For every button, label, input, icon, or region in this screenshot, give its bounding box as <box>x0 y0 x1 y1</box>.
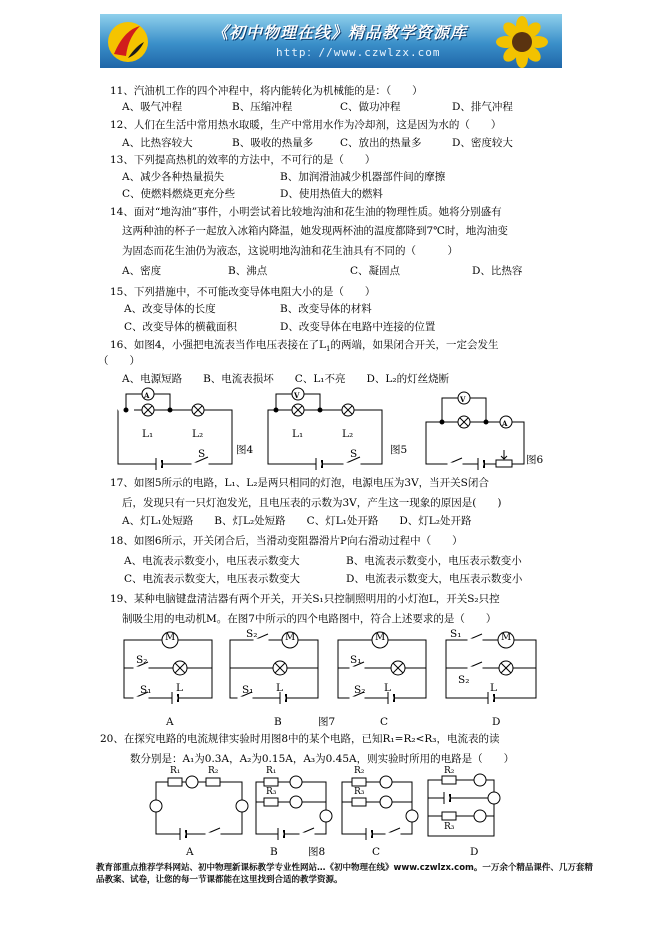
figure-7-circuits <box>118 628 558 712</box>
q14-line1: 14、面对“地沟油”事件，小明尝试着比较地沟油和花生油的物理性质。她将分别盛有 <box>110 206 502 218</box>
fig5-switch-label: S <box>350 448 358 460</box>
fig4-ammeter-label: A <box>144 391 150 400</box>
fig4-l2-label: L₂ <box>192 428 204 440</box>
page-footer: 教育部重点推荐学科网站、初中物理新课标教学专业性网站…《初中物理在线》www.czwlzx.com。一万余个精品课件、几万套精品教案、试卷，让您的每一节课都能在这里找到合适的教学资源。 <box>96 863 593 885</box>
q18-stem: 18、如图6所示，开关闭合后，当滑动变阻器滑片P向右滑动过程中（ ） <box>110 535 463 547</box>
fig7a-s2-label: S₂ <box>136 654 148 666</box>
fig5-l2-label: L₂ <box>342 428 354 440</box>
q17-line1: 17、如图5所示的电路，L₁、L₂是两只相同的灯泡，电源电压为3V，当开关S闭合 <box>110 477 489 489</box>
q20-line1: 20、在探究电路的电流规律实验时用图8中的某个电路，已知R₁=R₂<R₃，电流表的读 <box>100 733 500 745</box>
fig6-voltmeter-label: V <box>460 395 466 404</box>
figure-4-circuit <box>112 386 242 470</box>
q16-line1-post: 的两端，如果闭合开关，一定会发生 <box>330 339 499 351</box>
q14-option-d: D、比热容 <box>472 265 523 277</box>
q16-line1-sub: 1 <box>326 345 331 354</box>
fig7c-lamp-label: L <box>384 682 391 694</box>
fig7d-s2-label: S₂ <box>458 674 470 686</box>
q16-line1 <box>110 338 498 356</box>
fig4-switch-label: S <box>198 448 206 460</box>
fig5-l1-label: L₁ <box>292 428 304 440</box>
fig6-ammeter-label: A <box>502 419 508 428</box>
fig7-label-a: A <box>166 716 174 728</box>
fig8b-r1-label: R₁ <box>266 766 277 776</box>
banner-url: http：//www.czwlzx.com <box>276 46 441 59</box>
q18-option-c: C、电流表示数变大，电压表示数变大 <box>124 573 301 585</box>
fig7-caption: 图7 <box>318 716 336 728</box>
fig8c-r3-label: R₃ <box>354 787 365 797</box>
fig4-l1-label: L₁ <box>142 428 154 440</box>
fig7a-s1-label: S₁ <box>140 684 152 696</box>
figure-7 <box>118 628 558 712</box>
q13-option-d: D、使用热值大的燃料 <box>280 188 383 200</box>
fig4-caption: 图4 <box>236 444 254 456</box>
fig7d-s1-label: S₁ <box>450 628 462 640</box>
fig8b-r3-label: R₃ <box>266 787 277 797</box>
fig7d-motor-label: M <box>501 632 512 643</box>
q17-options: A、灯L₁处短路 B、灯L₂处短路 C、灯L₁处开路 D、灯L₂处开路 <box>122 515 472 527</box>
figure-6-circuit <box>422 386 532 470</box>
fig7d-lamp-label: L <box>490 682 497 694</box>
q19-line2: 制吸尘用的电动机M。在图7中所示的四个电路图中，符合上述要求的是（ ） <box>122 613 497 625</box>
q11-option-c: C、做功冲程 <box>340 101 401 113</box>
q12-option-d: D、密度较大 <box>452 137 513 149</box>
q15-option-c: C、改变导体的横截面积 <box>124 321 238 333</box>
q12-option-a: A、比热容较大 <box>122 137 193 149</box>
fig7c-s2-label: S₂ <box>354 684 366 696</box>
q18-option-a: A、电流表示数变小，电压表示数变大 <box>124 555 300 567</box>
q16-options: A、电源短路 B、电流表损坏 C、L₁不亮 D、L₂的灯丝烧断 <box>122 373 450 385</box>
q15-option-b: B、改变导体的材料 <box>280 303 372 315</box>
fig7b-motor-label: M <box>285 632 296 643</box>
q19-line1: 19、某种电脑键盘清洁器有两个开关，开关S₁只控制照明用的小灯泡L，开关S₂只控 <box>110 593 500 605</box>
figure-5-circuit <box>262 386 392 470</box>
sunflower-icon <box>484 16 558 68</box>
q15-option-a: A、改变导体的长度 <box>124 303 216 315</box>
figure-5 <box>262 386 408 470</box>
q16-line1-pre: 16、如图4，小强把电流表当作电压表接在了L <box>110 339 327 351</box>
fig5-voltmeter-label: V <box>294 391 300 400</box>
fig7a-motor-label: M <box>165 632 176 643</box>
q11-option-b: B、压缩冲程 <box>232 101 293 113</box>
fig7b-lamp-label: L <box>276 682 283 694</box>
figure-6 <box>422 386 544 470</box>
q14-option-b: B、沸点 <box>228 265 268 277</box>
fig8a-r1-label: R₁ <box>170 766 181 776</box>
q17-line2: 后，发现只有一只灯泡发光，且电压表的示数为3V，产生这一现象的原因是( ) <box>122 497 502 509</box>
fig7a-lamp-label: L <box>176 682 183 694</box>
q14-option-c: C、凝固点 <box>350 265 401 277</box>
fig8-label-d: D <box>470 846 479 858</box>
fig7-label-c: C <box>380 716 389 728</box>
q14-line3: 为固态而花生油仍为液态，这说明地沟油和花生油具有不同的（ ） <box>122 245 458 257</box>
fig8a-r2-label: R₂ <box>208 766 219 776</box>
fig7c-s1-label: S₁ <box>350 654 362 666</box>
q15-option-d: D、改变导体在电路中连接的位置 <box>280 321 436 333</box>
site-banner <box>100 14 562 68</box>
q11-option-a: A、吸气冲程 <box>122 101 183 113</box>
fig7-label-b: B <box>274 716 282 728</box>
fig8c-r2-label: R₂ <box>354 766 365 776</box>
fig8-label-b: B <box>270 846 278 858</box>
q13-option-c: C、使燃料燃烧更充分些 <box>122 188 236 200</box>
q13-stem: 13、下列提高热机的效率的方法中，不可行的是（ ） <box>110 154 376 166</box>
fig8-caption: 图8 <box>308 846 326 858</box>
q12-option-c: C、放出的热量多 <box>340 137 422 149</box>
fig7b-s2-label: S₂ <box>246 628 258 640</box>
q20-line2: 数分别是：A₁为0.3A，A₂为0.15A，A₃为0.45A，则实验时所用的电路是（ ） <box>130 753 515 765</box>
figure-8 <box>146 766 516 846</box>
q15-stem: 15、下列措施中，不可能改变导体电阻大小的是（ ） <box>110 286 376 298</box>
fig5-caption: 图5 <box>390 444 408 456</box>
q14-option-a: A、密度 <box>122 265 162 277</box>
q18-option-d: D、电流表示数变大，电压表示数变小 <box>346 573 523 585</box>
banner-title: 《初中物理在线》精品教学资源库 <box>212 23 468 42</box>
figure-8-circuits <box>146 766 516 846</box>
q14-line2: 这两种油的杯子一起放入冰箱内降温，她发现两杯油的温度都降到7℃时，地沟油变 <box>122 225 508 237</box>
q12-stem: 12、人们在生活中常用热水取暖，生产中常用水作为冷却剂，这是因为水的（ ） <box>110 119 502 131</box>
fig7-label-d: D <box>492 716 501 728</box>
q18-option-b: B、电流表示数变小，电压表示数变小 <box>346 555 522 567</box>
fig7c-motor-label: M <box>375 632 386 643</box>
fig6-caption: 图6 <box>526 454 544 466</box>
q13-option-a: A、减少各种热量损失 <box>122 171 225 183</box>
site-logo-icon <box>106 20 150 64</box>
fig8d-r3-label: R₃ <box>444 822 455 832</box>
q11-stem: 11、汽油机工作的四个冲程中，将内能转化为机械能的是：（ ） <box>110 85 423 97</box>
fig8-label-c: C <box>372 846 381 858</box>
fig8d-r2-label: R₂ <box>444 766 455 776</box>
q12-option-b: B、吸收的热量多 <box>232 137 314 149</box>
q11-option-d: D、排气冲程 <box>452 101 513 113</box>
fig8-label-a: A <box>186 846 194 858</box>
q16-line2: （ ） <box>98 355 140 367</box>
figure-4 <box>112 386 254 470</box>
q13-option-b: B、加润滑油减少机器部件间的摩擦 <box>280 171 446 183</box>
fig7b-s1-label: S₁ <box>242 684 254 696</box>
